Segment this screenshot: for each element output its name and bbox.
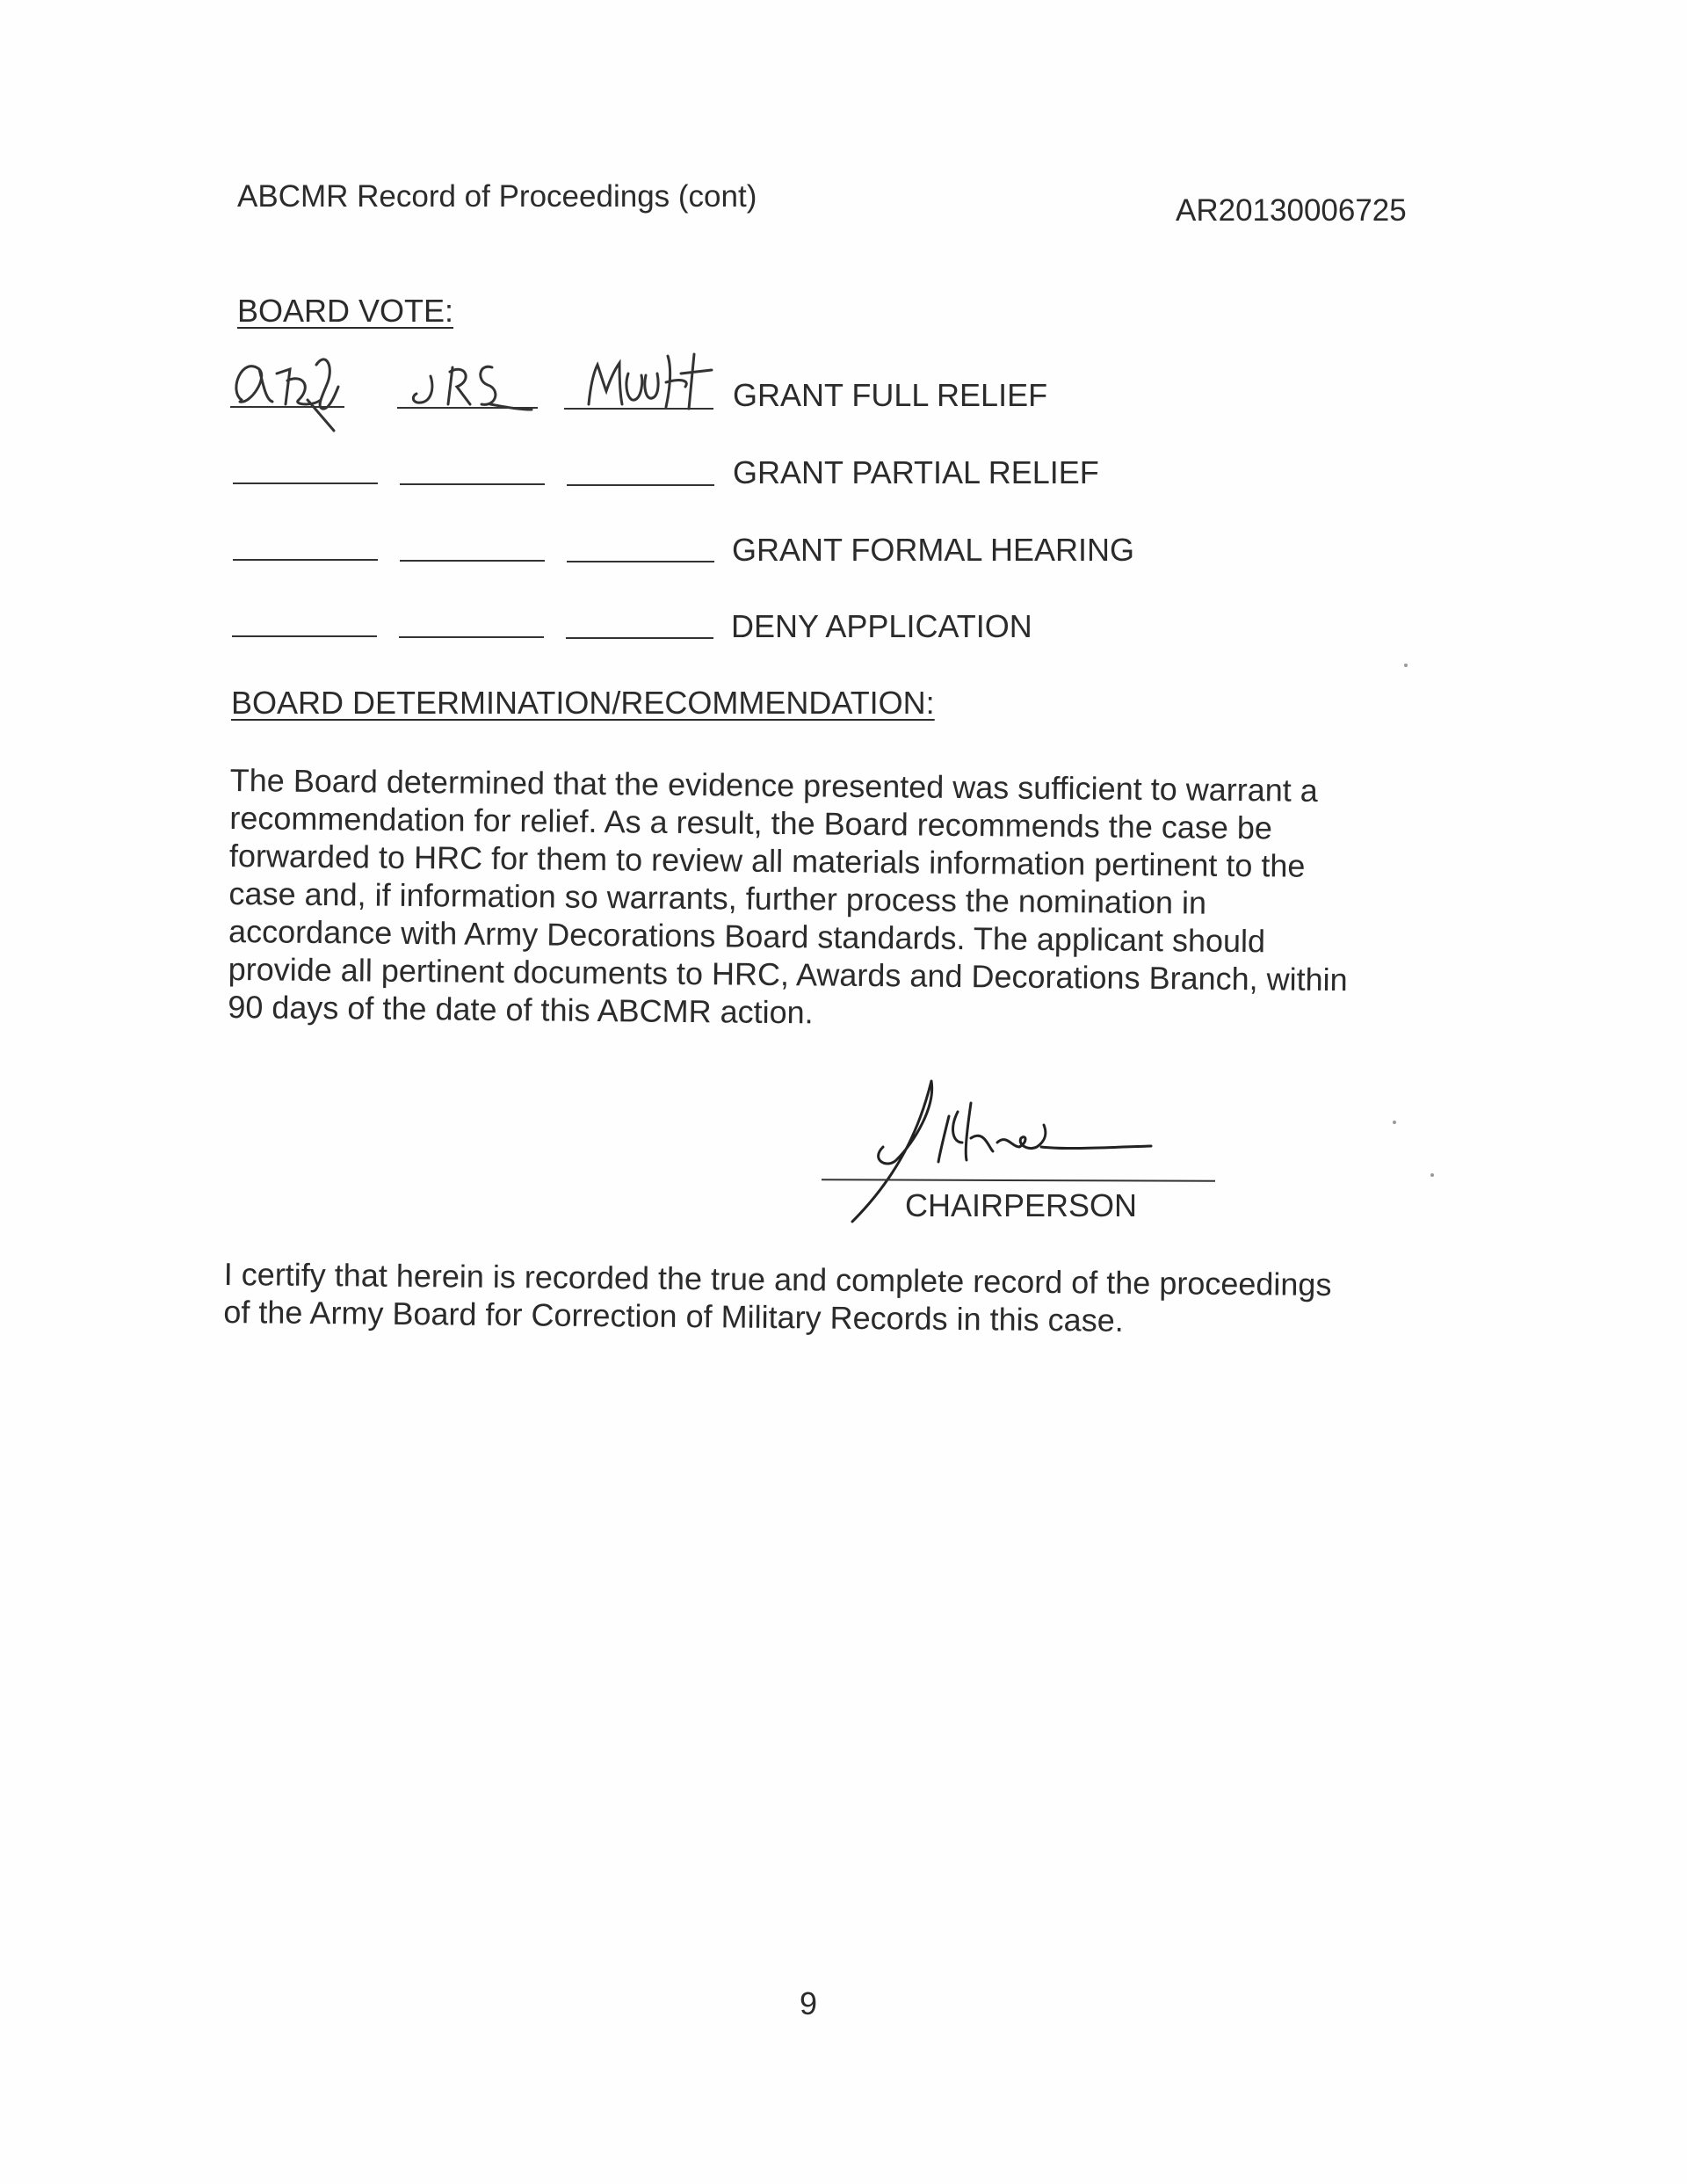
paragraph-line: recommendation for relief. As a result, the Board recommends the case be — [229, 799, 1273, 846]
paragraph-line: I certify that herein is recorded the true and complete record of the proceedings — [223, 1256, 1332, 1303]
vote-option-label: GRANT FORMAL HEARING — [732, 532, 1135, 568]
board-vote-heading: BOARD VOTE: — [237, 293, 454, 329]
vote-line-4c — [566, 637, 713, 639]
scan-speck — [1404, 664, 1408, 667]
vote-option-label: GRANT PARTIAL RELIEF — [733, 454, 1099, 490]
chairperson-title: CHAIRPERSON — [905, 1187, 1138, 1223]
vote-line-3b — [400, 560, 545, 562]
vote-line-2b — [400, 483, 545, 485]
determination-paragraph — [228, 761, 1350, 1036]
paragraph-line: The Board determined that the evidence presented was sufficient to warrant a — [229, 761, 1318, 809]
paragraph-line: of the Army Board for Correction of Military Records in this case. — [223, 1293, 1124, 1339]
initials-signature-2 — [404, 341, 536, 420]
vote-line-2c — [567, 484, 714, 486]
determination-heading: BOARD DETERMINATION/RECOMMENDATION: — [231, 685, 935, 721]
docket-number: AR20130006725 — [1176, 193, 1407, 228]
paragraph-line: accordance with Army Decorations Board standards. The applicant should — [228, 912, 1266, 960]
scan-speck — [1430, 1173, 1434, 1177]
vote-option-label: DENY APPLICATION — [731, 608, 1032, 644]
paragraph-line: forwarded to HRC for them to review all materials information pertinent to the — [228, 837, 1306, 884]
page-number: 9 — [800, 1985, 818, 2021]
paragraph-line: provide all pertinent documents to HRC, Awards and Decorations Branch, within — [228, 950, 1348, 998]
vote-line-4b — [399, 636, 544, 638]
paragraph-line: 90 days of the date of this ABCMR action. — [228, 988, 814, 1031]
paragraph-line: case and, if information so warrants, further process the nomination in — [228, 874, 1207, 921]
certification-paragraph — [223, 1255, 1331, 1341]
vote-line-2a — [233, 483, 378, 484]
document-title: ABCMR Record of Proceedings (cont) — [237, 179, 757, 214]
vote-line-3c — [567, 561, 714, 562]
initials-signature-1 — [224, 338, 373, 435]
vote-option-label: GRANT FULL RELIEF — [733, 377, 1048, 413]
vote-line-4a — [232, 635, 377, 637]
scan-speck — [1393, 1121, 1396, 1124]
vote-line-3a — [233, 559, 378, 561]
initials-signature-3 — [571, 338, 729, 417]
